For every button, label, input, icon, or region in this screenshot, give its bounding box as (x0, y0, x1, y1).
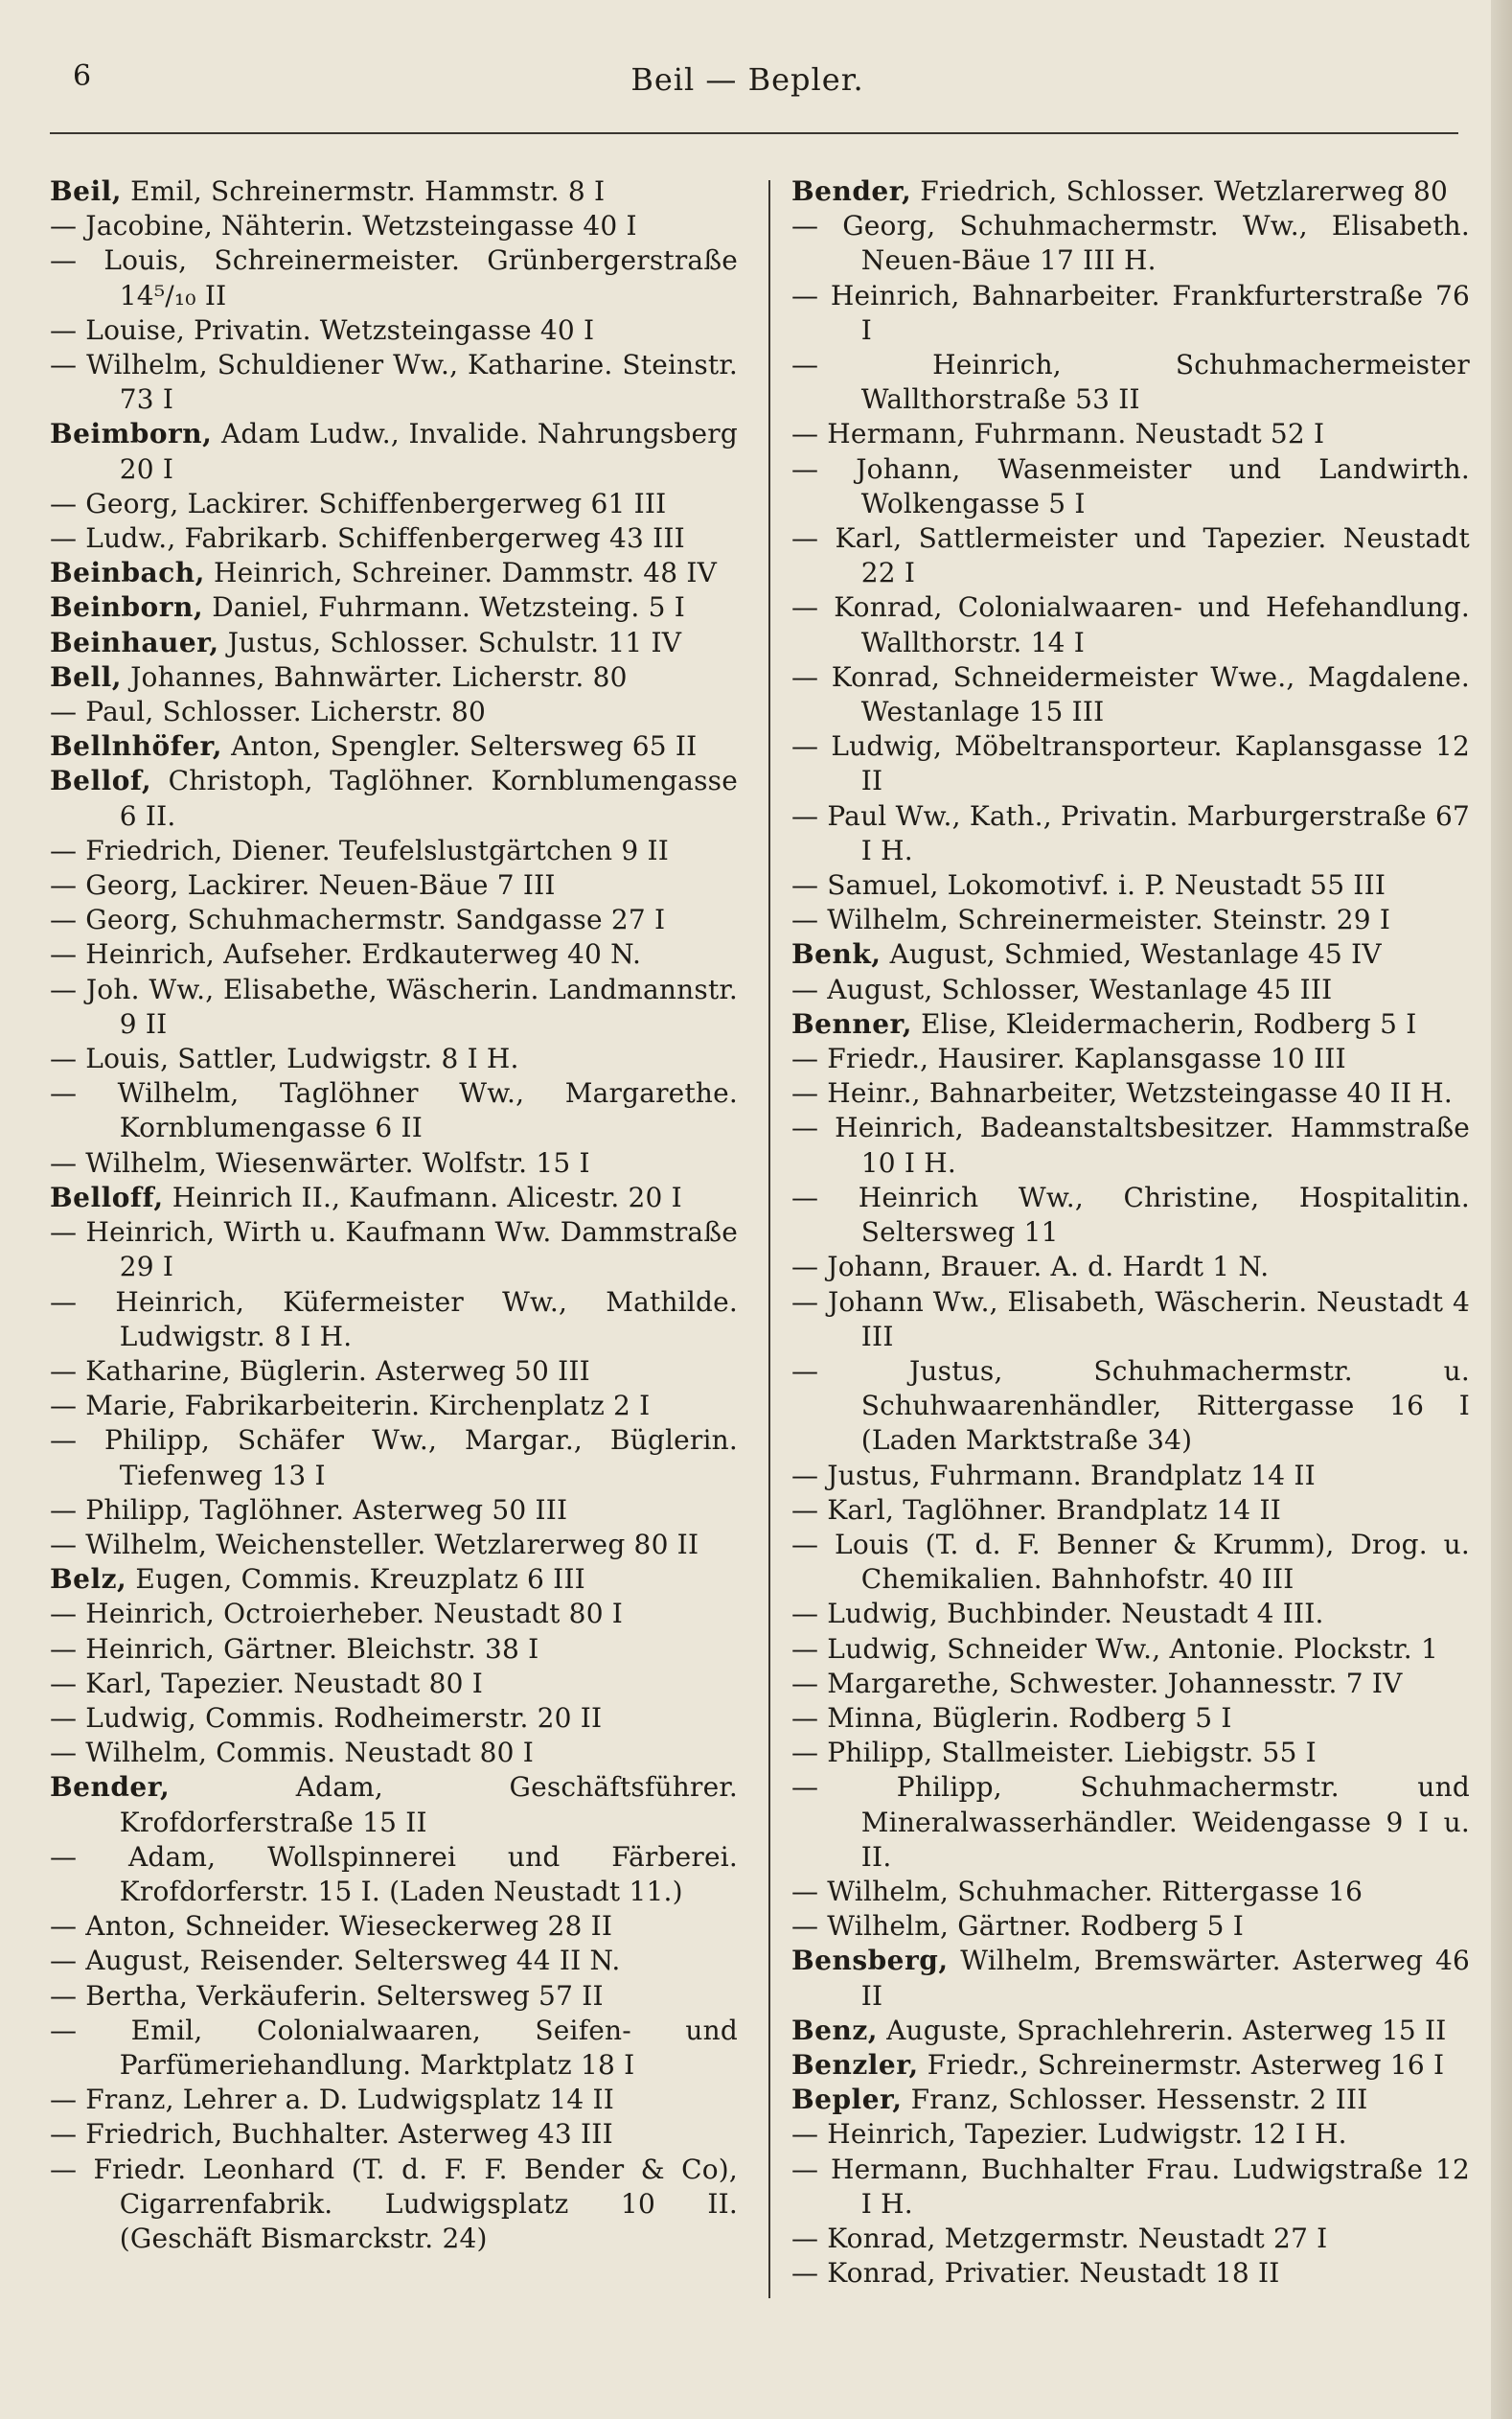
entry-text: — Philipp, Schäfer Ww., Margar., Büglerin. Tiefenweg 13 I (50, 1424, 738, 1491)
directory-entry (791, 1667, 1470, 1701)
entry-surname: Belloff, (50, 1181, 164, 1213)
entry-text: — Heinrich, Tapezier. Ludwigstr. 12 I H. (791, 2118, 1347, 2151)
entry-surname: Beil, (50, 175, 123, 207)
running-head: Beil — Bepler. (630, 61, 864, 98)
entry-text: — Heinrich, Badeanstaltsbesitzer. Hammstraße 10 I H. (791, 1112, 1470, 1179)
directory-entry (791, 2048, 1470, 2083)
directory-entry (791, 903, 1470, 937)
directory-entry (50, 1042, 738, 1076)
entry-text: — Minna, Büglerin. Rodberg 5 I (791, 1701, 1232, 1734)
entry-text: — Heinrich, Wirth u. Kaufmann Ww. Dammstraße 29 I (50, 1216, 738, 1283)
entry-text: — Paul, Schlosser. Licherstr. 80 (50, 696, 487, 728)
header-rule (50, 132, 1458, 134)
entry-text: — Wilhelm, Gärtner. Rodberg 5 I (791, 1910, 1244, 1943)
entry-text: — Heinr., Bahnarbeiter, Wetzsteingasse 40 II H. (791, 1077, 1454, 1110)
entry-text: — Heinrich, Aufseher. Erdkauterweg 40 N. (50, 938, 642, 971)
entry-text: — Heinrich, Octroierheber. Neustadt 80 I (50, 1598, 624, 1630)
directory-entry (791, 2083, 1470, 2117)
entry-text: Adam, Geschäftsführer. Krofdorferstraße 15 II (119, 1771, 738, 1838)
directory-entry (50, 1354, 738, 1389)
entry-text: Auguste, Sprachlehrerin. Asterweg 15 II (878, 2014, 1447, 2046)
entry-text: — Heinrich, Bahnarbeiter. Frankfurterstraße 76 I (791, 279, 1470, 346)
directory-entry (791, 1770, 1470, 1875)
entry-text: — August, Schlosser, Westanlage 45 III (791, 973, 1333, 1005)
directory-entry (791, 2117, 1470, 2152)
entry-text: — Friedrich, Buchhalter. Asterweg 43 III (50, 2118, 613, 2151)
entry-text: — Wilhelm, Schuldiener Ww., Katharine. Steinstr. 73 I (50, 349, 738, 416)
directory-entry (50, 764, 738, 833)
entry-text: — Johann, Wasenmeister und Landwirth. Wolkengasse 5 I (791, 452, 1470, 519)
entry-text: — Georg, Lackirer. Neuen-Bäue 7 III (50, 869, 556, 902)
entry-text: Heinrich II., Kaufmann. Alicestr. 20 I (163, 1181, 682, 1213)
entry-text: — Ludwig, Schneider Ww., Antonie. Plockstr. 1 (791, 1632, 1439, 1665)
entry-surname: Beinhauer, (50, 626, 219, 658)
entry-text: Justus, Schlosser. Schulstr. 11 IV (218, 626, 682, 658)
directory-entry (50, 590, 738, 625)
entry-text: — Franz, Lehrer a. D. Ludwigsplatz 14 II (50, 2084, 615, 2116)
entry-text: — Emil, Colonialwaaren, Seifen- und Parfümeriehandlung. Marktplatz 18 I (50, 2014, 738, 2081)
directory-entry (50, 417, 738, 486)
directory-entry (50, 313, 738, 348)
entry-surname: Benz, (791, 2014, 878, 2046)
entry-text: — Konrad, Colonialwaaren- und Hefehandlung. Wallthorstr. 14 I (791, 591, 1470, 658)
directory-entry (50, 1528, 738, 1562)
entry-text: — Wilhelm, Commis. Neustadt 80 I (50, 1737, 534, 1769)
directory-entry (791, 660, 1470, 729)
entry-text: Heinrich, Schreiner. Dammstr. 48 IV (204, 557, 718, 589)
directory-entry (50, 348, 738, 417)
entry-text: — Wilhelm, Weichensteller. Wetzlarerweg 80 II (50, 1528, 699, 1560)
directory-entry (791, 1076, 1470, 1111)
directory-entry (50, 660, 738, 695)
page-header (0, 56, 1495, 113)
entry-text: — Joh. Ww., Elisabethe, Wäscherin. Landmannstr. 9 II (50, 973, 738, 1040)
entry-text: Christoph, Taglöhner. Kornblumengasse 6 II. (119, 765, 738, 832)
directory-entry (50, 1736, 738, 1770)
entry-text: — Wilhelm, Schuhmacher. Rittergasse 16 (791, 1875, 1363, 1907)
directory-entry (50, 1423, 738, 1492)
directory-entry (791, 1007, 1470, 1042)
entry-text: Adam Ludw., Invalide. Nahrungsberg 20 I (119, 418, 738, 485)
entry-surname: Bepler, (791, 2084, 903, 2116)
entry-text: — Heinrich, Küfermeister Ww., Mathilde. Ludwigstr. 8 I H. (50, 1285, 738, 1352)
directory-entry (791, 1528, 1470, 1597)
entry-text: — Heinrich, Schuhmachermeister Wallthorstraße 53 II (791, 349, 1470, 416)
entry-surname: Benzler, (791, 2048, 919, 2081)
entry-text: — Wilhelm, Schreinermeister. Steinstr. 29 I (791, 904, 1391, 936)
entry-text: Eugen, Commis. Kreuzplatz 6 III (126, 1563, 585, 1596)
directory-entry (791, 348, 1470, 417)
entry-text: — Philipp, Taglöhner. Asterweg 50 III (50, 1493, 568, 1526)
entry-text: — Louise, Privatin. Wetzsteingasse 40 I (50, 313, 595, 346)
entry-surname: Benk, (791, 938, 882, 971)
entry-text: — Philipp, Stallmeister. Liebigstr. 55 I (791, 1737, 1317, 1769)
entry-surname: Belz, (50, 1563, 127, 1596)
entry-text: — Margarethe, Schwester. Johannesstr. 7 IV (791, 1667, 1403, 1699)
entry-text: — Paul Ww., Kath., Privatin. Marburgerstraße 67 I H. (791, 799, 1470, 866)
entry-text: — Adam, Wollspinnerei und Färberei. Krofdorferstr. 15 I. (Laden Neustadt 11.) (50, 1840, 738, 1907)
directory-entry (791, 1701, 1470, 1736)
entry-surname: Bellnhöfer, (50, 730, 222, 763)
directory-entry (50, 174, 738, 209)
entry-text: — Friedr. Leonhard (T. d. F. F. Bender & Co), Cigarrenfabrik. Ludwigsplatz 10 II. (Geschäft Bismarckstr. 24) (50, 2153, 738, 2254)
directory-entry (791, 452, 1470, 521)
directory-entry (791, 1944, 1470, 2013)
entry-text: — August, Reisender. Seltersweg 44 II N. (50, 1945, 621, 1977)
directory-entry (50, 868, 738, 903)
directory-entry (50, 834, 738, 868)
directory-entry (791, 1042, 1470, 1076)
directory-entry (791, 279, 1470, 348)
directory-entry (50, 729, 738, 764)
entry-text: — Wilhelm, Taglöhner Ww., Margarethe. Kornblumengasse 6 II (50, 1077, 738, 1144)
directory-entry (791, 1736, 1470, 1770)
entry-surname: Bell, (50, 660, 123, 693)
entry-text: — Johann, Brauer. A. d. Hardt 1 N. (791, 1251, 1270, 1283)
directory-entry (791, 417, 1470, 451)
entry-text: — Friedr., Hausirer. Kaplansgasse 10 III (791, 1043, 1346, 1075)
entry-text: Wilhelm, Bremswärter. Asterweg 46 II (860, 1945, 1470, 2012)
directory-entry (791, 1285, 1470, 1354)
entry-text: August, Schmied, Westanlage 45 IV (881, 938, 1382, 971)
directory-entry (791, 2014, 1470, 2048)
entry-text: — Konrad, Privatier. Neustadt 18 II (791, 2257, 1280, 2290)
directory-entry (50, 556, 738, 590)
directory-entry (791, 2153, 1470, 2222)
directory-entry (50, 209, 738, 243)
directory-entry (791, 868, 1470, 903)
entry-text: — Georg, Lackirer. Schiffenbergerweg 61 III (50, 487, 667, 519)
directory-entry (50, 1770, 738, 1839)
directory-entry (50, 1215, 738, 1284)
entry-text: — Heinrich, Gärtner. Bleichstr. 38 I (50, 1632, 539, 1665)
directory-entry (791, 1875, 1470, 1909)
directory-entry (50, 903, 738, 937)
entry-text: Franz, Schlosser. Hessenstr. 2 III (902, 2084, 1368, 2116)
entry-surname: Bender, (50, 1771, 171, 1804)
directory-entry (50, 2153, 738, 2257)
entry-text: — Marie, Fabrikarbeiterin. Kirchenplatz 2 I (50, 1390, 651, 1422)
directory-entry (791, 1597, 1470, 1631)
directory-entry (50, 1909, 738, 1944)
entry-text: Friedr., Schreinermstr. Asterweg 16 I (918, 2048, 1445, 2081)
entry-text: — Konrad, Schneidermeister Wwe., Magdalene. Westanlage 15 III (791, 660, 1470, 728)
entry-text: — Karl, Sattlermeister und Tapezier. Neustadt 22 I (791, 522, 1470, 589)
directory-entry (791, 521, 1470, 590)
entry-text: — Friedrich, Diener. Teufelslustgärtchen 9 II (50, 834, 669, 866)
entry-text: — Louis, Schreinermeister. Grünbergerstraße 14⁵/₁₀ II (50, 244, 738, 311)
directory-entry (50, 1667, 738, 1701)
page-number: 6 (73, 59, 92, 93)
directory-entry (50, 243, 738, 312)
column-divider (768, 180, 770, 2298)
directory-entry (791, 2256, 1470, 2291)
directory-entry (791, 973, 1470, 1007)
entry-text: Friedrich, Schlosser. Wetzlarerweg 80 (911, 175, 1448, 207)
directory-entry (50, 937, 738, 972)
entry-text: — Ludwig, Buchbinder. Neustadt 4 III. (791, 1598, 1324, 1630)
entry-text: — Samuel, Lokomotivf. i. P. Neustadt 55 III (791, 869, 1386, 902)
entry-text: — Georg, Schuhmachermstr. Sandgasse 27 I (50, 904, 666, 936)
directory-entry (50, 695, 738, 729)
entry-surname: Benner, (791, 1007, 912, 1040)
directory-entry (791, 1632, 1470, 1667)
entry-text: — Katharine, Büglerin. Asterweg 50 III (50, 1354, 590, 1387)
page-edge (1491, 0, 1512, 2419)
directory-entry (50, 2117, 738, 2152)
directory-entry (791, 590, 1470, 659)
directory-entry (50, 1562, 738, 1597)
directory-entry (791, 174, 1470, 209)
entry-text: — Louis, Sattler, Ludwigstr. 8 I H. (50, 1043, 519, 1075)
directory-entry (50, 521, 738, 556)
directory-entry (791, 1250, 1470, 1284)
directory-entry (791, 209, 1470, 278)
entry-text: — Hermann, Buchhalter Frau. Ludwigstraße 12 I H. (791, 2153, 1470, 2220)
entry-text: Emil, Schreinermstr. Hammstr. 8 I (122, 175, 606, 207)
entry-text: — Konrad, Metzgermstr. Neustadt 27 I (791, 2222, 1328, 2254)
directory-entry (50, 1285, 738, 1354)
directory-entry (50, 1632, 738, 1667)
directory-entry (50, 1181, 738, 1215)
entry-text: — Hermann, Fuhrmann. Neustadt 52 I (791, 418, 1325, 450)
entry-surname: Bellof, (50, 765, 152, 797)
entry-text: — Ludw., Fabrikarb. Schiffenbergerweg 43 III (50, 522, 685, 555)
directory-entry (50, 1076, 738, 1145)
entry-text: Elise, Kleidermacherin, Rodberg 5 I (911, 1007, 1417, 1040)
entry-text: Johannes, Bahnwärter. Licherstr. 80 (122, 660, 628, 693)
entry-text: — Johann Ww., Elisabeth, Wäscherin. Neustadt 4 III (791, 1285, 1470, 1352)
directory-entry (50, 1597, 738, 1631)
entry-text: — Georg, Schuhmachermstr. Ww., Elisabeth. Neuen-Bäue 17 III H. (791, 210, 1470, 277)
directory-entry (791, 2222, 1470, 2256)
entry-text: Anton, Spengler. Seltersweg 65 II (221, 730, 698, 763)
entry-text: — Louis (T. d. F. Benner & Krumm), Drog. u. Chemikalien. Bahnhofstr. 40 III (791, 1528, 1470, 1596)
directory-entry (50, 626, 738, 660)
directory-entry (791, 937, 1470, 972)
entry-surname: Bender, (791, 175, 912, 207)
entry-text: — Heinrich Ww., Christine, Hospitalitin. Seltersweg 11 (791, 1181, 1470, 1249)
directory-entry (791, 799, 1470, 868)
entry-text: — Ludwig, Commis. Rodheimerstr. 20 II (50, 1701, 603, 1734)
directory-entry (791, 1459, 1470, 1493)
directory-entry (791, 1354, 1470, 1459)
entry-text: — Karl, Taglöhner. Brandplatz 14 II (791, 1493, 1282, 1526)
directory-entry (50, 1701, 738, 1736)
entry-text: — Philipp, Schuhmachermstr. und Mineralwasserhändler. Weidengasse 9 I u. II. (791, 1771, 1470, 1873)
directory-entry (791, 729, 1470, 798)
entry-text: — Ludwig, Möbeltransporteur. Kaplansgasse 12 II (791, 730, 1470, 797)
entry-text: — Karl, Tapezier. Neustadt 80 I (50, 1667, 484, 1699)
directory-entry (50, 1944, 738, 1978)
left-column (50, 174, 738, 2256)
entry-surname: Bensberg, (791, 1945, 949, 1977)
directory-entry (50, 1979, 738, 2014)
entry-text: — Jacobine, Nähterin. Wetzsteingasse 40 I (50, 210, 637, 242)
entry-text: — Bertha, Verkäuferin. Seltersweg 57 II (50, 1979, 604, 2012)
directory-entry (50, 487, 738, 521)
entry-text: Daniel, Fuhrmann. Wetzsteing. 5 I (203, 591, 685, 624)
directory-entry (791, 1111, 1470, 1180)
directory-entry (791, 1181, 1470, 1250)
right-column (791, 174, 1470, 2291)
entry-text: — Justus, Schuhmachermstr. u. Schuhwaarenhändler, Rittergasse 16 I (Laden Marktstraße 34) (791, 1354, 1470, 1457)
entry-surname: Beinbach, (50, 557, 205, 589)
entry-surname: Beinborn, (50, 591, 204, 624)
directory-entry (791, 1493, 1470, 1528)
directory-entry (50, 1146, 738, 1181)
entry-text: — Justus, Fuhrmann. Brandplatz 14 II (791, 1459, 1316, 1491)
directory-entry (791, 1909, 1470, 1944)
directory-entry (50, 973, 738, 1042)
entry-surname: Beimborn, (50, 418, 213, 450)
directory-entry (50, 1493, 738, 1528)
directory-entry (50, 1840, 738, 1909)
entry-text: — Wilhelm, Wiesenwärter. Wolfstr. 15 I (50, 1146, 590, 1179)
entry-text: — Anton, Schneider. Wieseckerweg 28 II (50, 1910, 613, 1943)
directory-entry (50, 2083, 738, 2117)
directory-entry (50, 2014, 738, 2083)
directory-entry (50, 1389, 738, 1423)
